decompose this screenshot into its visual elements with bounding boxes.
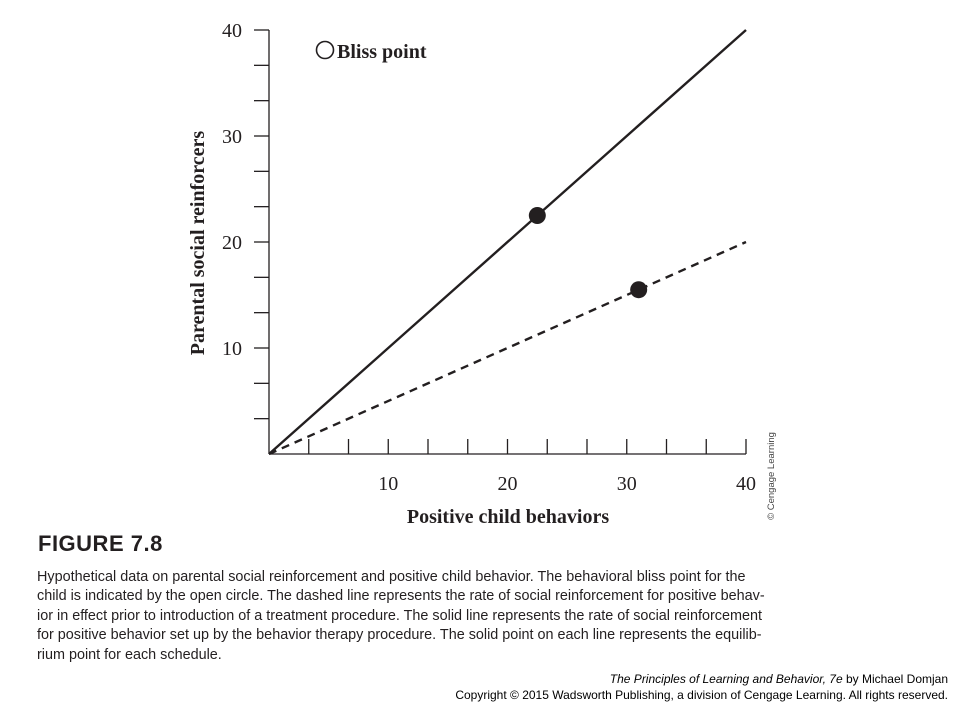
- y-tick-label: 30: [222, 126, 242, 148]
- copyright-notice: Copyright © 2015 Wadsworth Publishing, a division of Cengage Learning. All rights reserved.: [455, 688, 948, 702]
- figure-caption: [37, 568, 897, 665]
- chart-legend: [317, 41, 427, 63]
- x-tick-label: 10: [378, 473, 399, 495]
- bliss-point-label: Bliss point: [337, 41, 427, 63]
- caption-line: Hypothetical data on parental social reinforcement and positive child behavior. The behavioral bliss point for the: [37, 569, 746, 585]
- chart-points: [529, 207, 647, 298]
- dashed-series-line: [269, 242, 746, 454]
- equilibrium-point: [529, 207, 546, 224]
- book-author: by Michael Domjan: [842, 672, 948, 686]
- copyright-watermark: © Cengage Learning: [766, 432, 777, 520]
- bliss-point-marker: [317, 42, 334, 59]
- figure-label: FIGURE 7.8: [38, 531, 163, 556]
- book-title: The Principles of Learning and Behavior, 7e: [609, 672, 843, 686]
- caption-line: child is indicated by the open circle. The dashed line represents the rate of social reinforcement for positive behav-: [37, 588, 765, 605]
- caption-line: ior in effect prior to introduction of a treatment procedure. The solid line represents the rate of social reinforcement: [37, 607, 762, 624]
- x-tick-label: 40: [736, 473, 756, 495]
- y-tick-label: 20: [222, 232, 242, 254]
- y-axis-label: Parental social reinforcers: [187, 130, 209, 356]
- book-credit: [610, 672, 948, 686]
- y-tick-label: 40: [222, 20, 242, 42]
- chart-series: [269, 30, 746, 454]
- caption-line: rium point for each schedule.: [37, 646, 222, 663]
- x-tick-label: 30: [616, 473, 637, 495]
- x-axis-label: Positive child behaviors: [406, 506, 610, 528]
- equilibrium-point: [630, 281, 647, 298]
- caption-line: for positive behavior set up by the behavior therapy procedure. The solid point on each line represents the equilib-: [37, 627, 762, 644]
- x-tick-label: 20: [497, 473, 518, 495]
- solid-series-line: [269, 30, 746, 454]
- y-tick-label: 10: [222, 338, 242, 360]
